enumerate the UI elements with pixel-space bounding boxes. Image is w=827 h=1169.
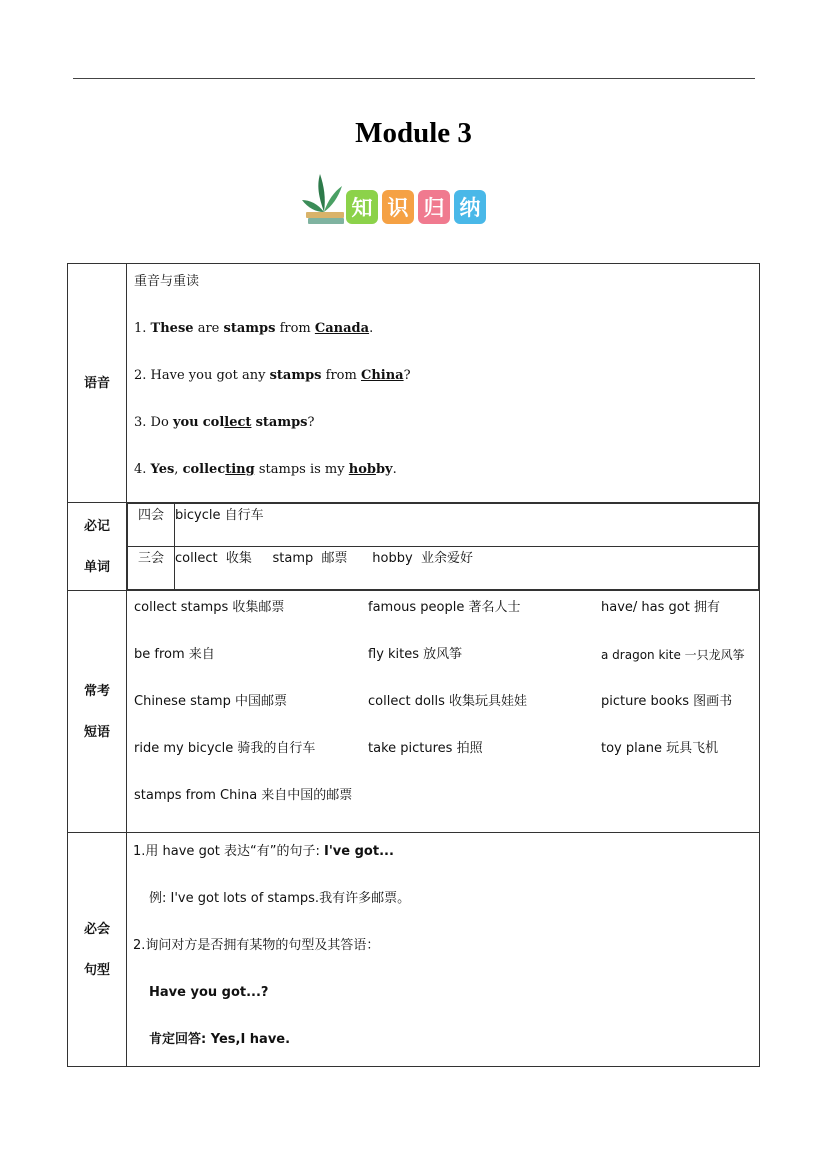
- vocab-table: [127, 503, 759, 590]
- sentence-rule-2: 2.询问对方是否拥有某物的句型及其答语：: [133, 938, 380, 953]
- sentence-answer: 肯定回答: Yes,I have.: [149, 1032, 291, 1047]
- banner-tile: 知: [346, 190, 378, 224]
- page-title: Module 3: [355, 117, 472, 149]
- header-rule: [73, 78, 755, 79]
- banner-tile: 识: [382, 190, 414, 224]
- pronunciation-line-1: 1. These are stamps from Canada.: [134, 321, 374, 336]
- phrase-item: collect dolls 收集玩具娃娃: [368, 694, 528, 709]
- category-vocab: 必记 单词: [68, 503, 127, 591]
- phrase-item: famous people 著名人士: [368, 600, 521, 615]
- vocab-level-label: 四会: [128, 504, 175, 547]
- pronunciation-line-3: 3. Do you collect stamps?: [134, 415, 315, 430]
- pronunciation-heading: 重音与重读: [134, 274, 200, 289]
- phrase-item: fly kites 放风筝: [368, 647, 463, 662]
- vocab-row: collect 收集 stamp 邮票 hobby 业余爱好: [175, 547, 759, 590]
- phrase-item: take pictures 拍照: [368, 741, 483, 756]
- pronunciation-line-4: 4. Yes, collecting stamps is my hobby.: [134, 462, 397, 477]
- sentence-example: 例: I've got lots of stamps.我有许多邮票。: [149, 891, 411, 906]
- phrase-item: collect stamps 收集邮票: [134, 600, 285, 615]
- phrase-item: be from 来自: [134, 647, 215, 662]
- banner-text: [346, 190, 490, 224]
- vocab-level-label: 三会: [128, 547, 175, 590]
- category-phrases: 常考 短语: [68, 591, 127, 833]
- pronunciation-line-2: 2. Have you got any stamps from China?: [134, 368, 411, 383]
- knowledge-table: [67, 263, 760, 1067]
- phrase-item: stamps from China 来自中国的邮票: [134, 788, 353, 803]
- sentence-rule-1: 1.用 have got 表达“有”的句子: I've got...: [133, 844, 394, 859]
- phrase-item: toy plane 玩具飞机: [601, 741, 719, 756]
- sentence-question: Have you got...?: [149, 985, 269, 1000]
- knowledge-summary-banner: [298, 170, 498, 230]
- phrase-item: Chinese stamp 中国邮票: [134, 694, 287, 709]
- category-sentences: 必会 句型: [68, 833, 127, 1067]
- phrase-item: a dragon kite 一只龙风筝: [601, 648, 745, 662]
- category-pronunciation: 语音: [68, 264, 127, 503]
- banner-tile: 归: [418, 190, 450, 224]
- phrase-item: have/ has got 拥有: [601, 600, 720, 615]
- phrase-item: ride my bicycle 骑我的自行车: [134, 741, 316, 756]
- phrase-item: picture books 图画书: [601, 694, 733, 709]
- phrase-grid: [127, 591, 759, 832]
- plant-books-icon: [298, 170, 348, 230]
- vocab-row: bicycle 自行车: [175, 504, 759, 547]
- banner-tile: 纳: [454, 190, 486, 224]
